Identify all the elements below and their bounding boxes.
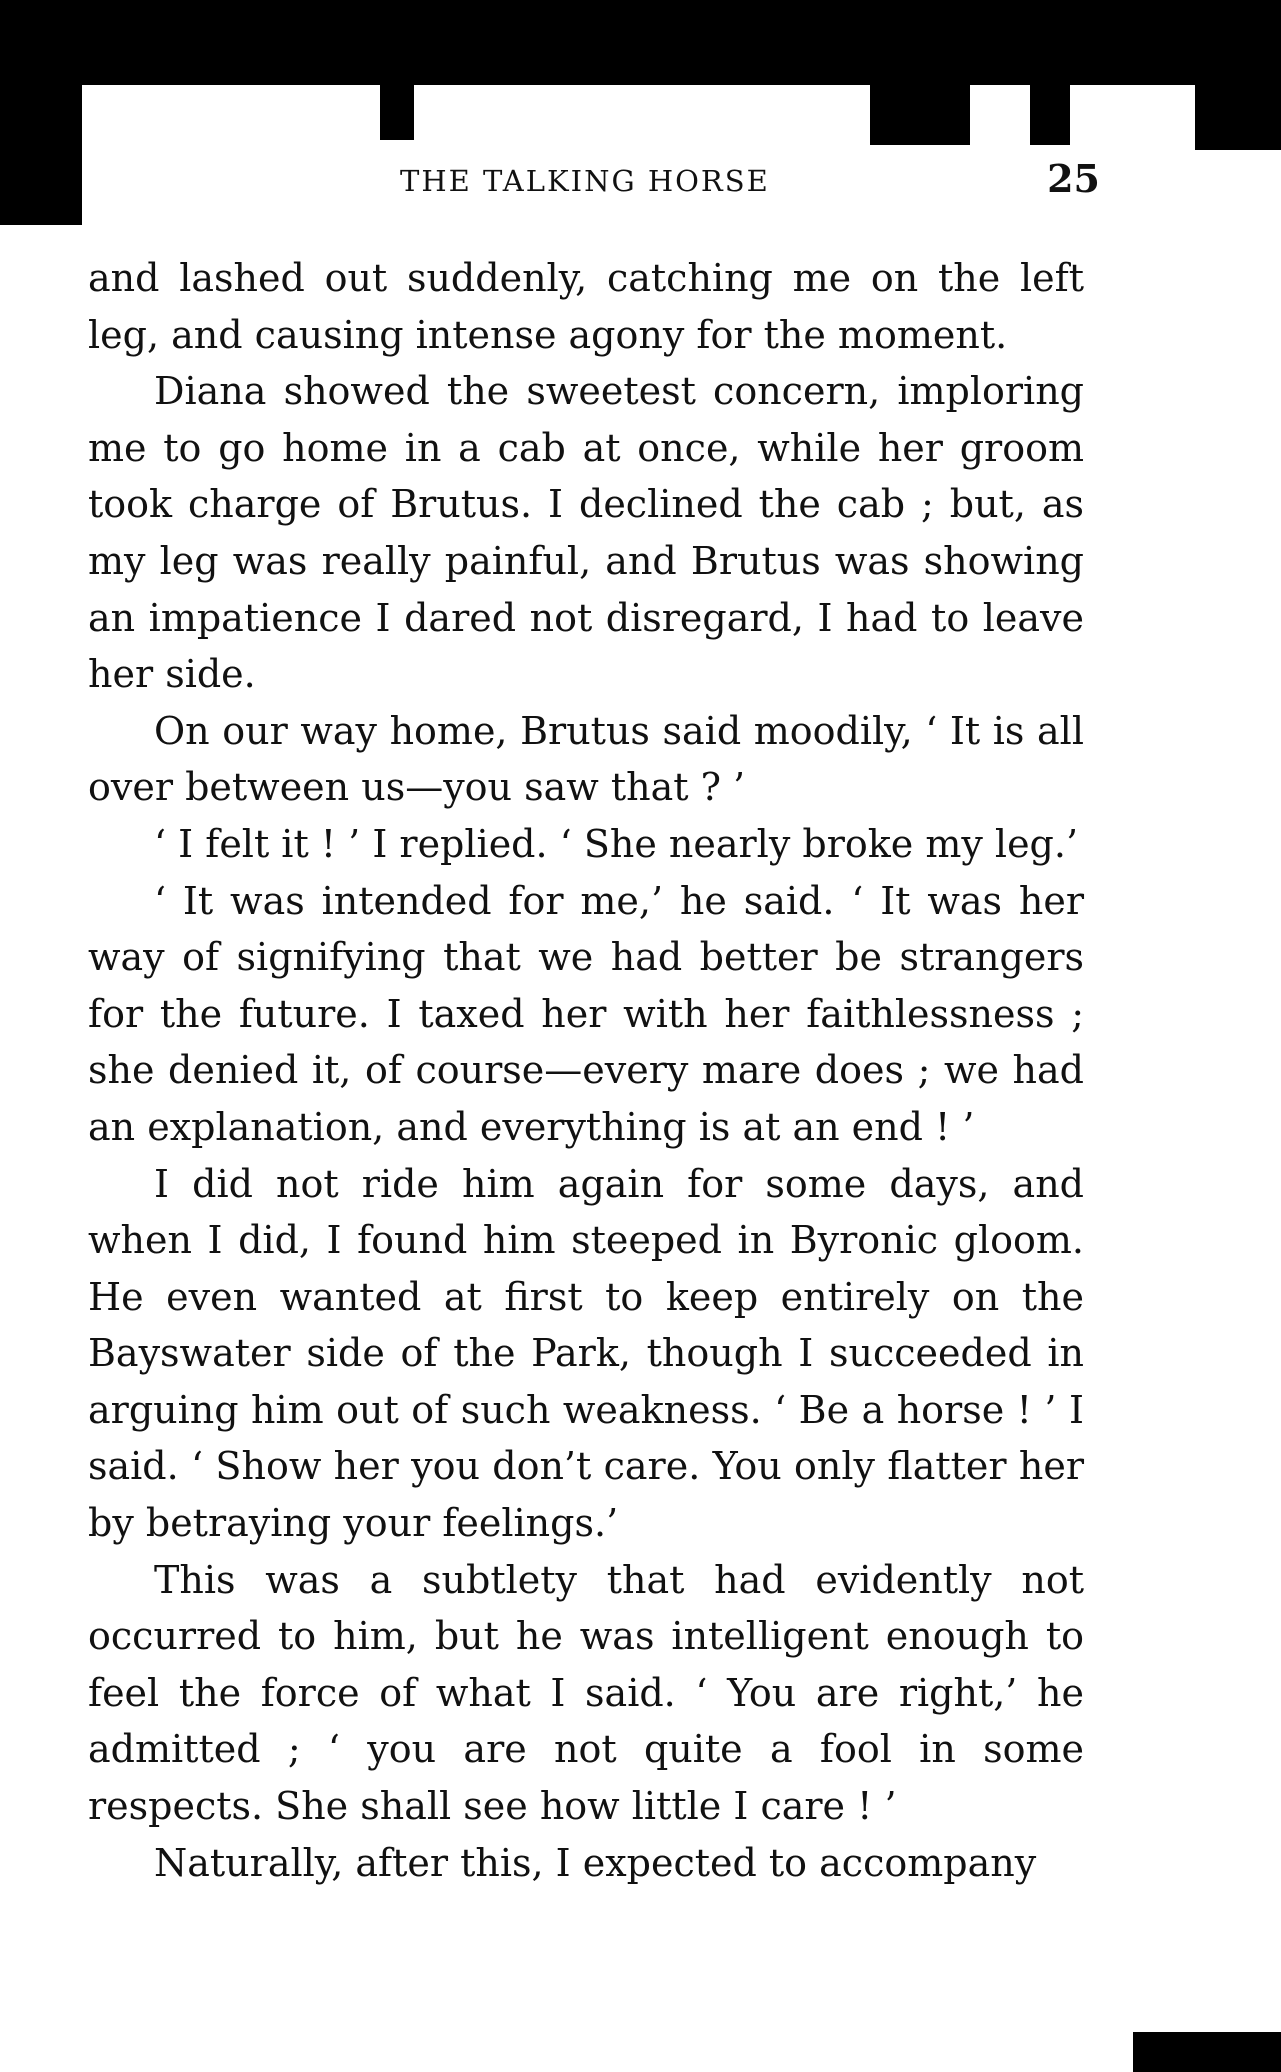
scan-edge-artifact-tab (870, 80, 970, 145)
scan-edge-artifact-left (0, 0, 82, 225)
paragraph: I did not ride him again for some days, and when I did, I found him steeped in Byronic gloom. He even wanted at first to keep entirely on the Bayswater side of the Park, though I succeeded in arguing him out of such weakness. ‘ Be a horse ! ’ I said. ‘ Show her you don’t care. You only flatter her by betraying your feelings.’ (88, 1161, 1084, 1546)
running-title: THE TALKING HORSE (400, 164, 770, 198)
scan-edge-artifact-tab (380, 80, 414, 140)
page-body (88, 250, 1084, 1891)
paragraph: and lashed out suddenly, catching me on the left leg, and causing intense agony for the moment. (88, 256, 1084, 357)
scan-edge-artifact (0, 0, 1281, 85)
paragraph: ‘ It was intended for me,’ he said. ‘ It was her way of signifying that we had better be strangers for the future. I taxed her with her faithlessness ; she denied it, of course—every mare does ; we had an explanation, and everything is at an end ! ’ (88, 878, 1084, 1149)
paragraph: Diana showed the sweetest concern, imploring me to go home in a cab at once, while her groom took charge of Brutus. I declined the cab ; but, as my leg was really painful, and Brutus was showing an impatience I dared not disregard, I had to leave her side. (88, 369, 1084, 697)
paragraph: Naturally, after this, I expected to accompany (154, 1840, 1037, 1885)
scan-edge-artifact-tab (1030, 80, 1070, 145)
scan-edge-artifact-tab (1195, 80, 1281, 150)
paragraph: ‘ I felt it ! ’ I replied. ‘ She nearly broke my leg.’ (154, 821, 1079, 866)
paragraph: This was a subtlety that had evidently not occurred to him, but he was intelligent enough to feel the force of what I said. ‘ You are right,’ he admitted ; ‘ you are not quite a fool in some respects. She shall see how little I care ! ’ (88, 1557, 1084, 1829)
page-header (88, 156, 1100, 210)
page-number: 25 (1047, 156, 1100, 201)
scan-edge-artifact-bottom (1133, 2032, 1281, 2072)
paragraph: On our way home, Brutus said moodily, ‘ It is all over between us—you saw that ? ’ (88, 708, 1084, 810)
